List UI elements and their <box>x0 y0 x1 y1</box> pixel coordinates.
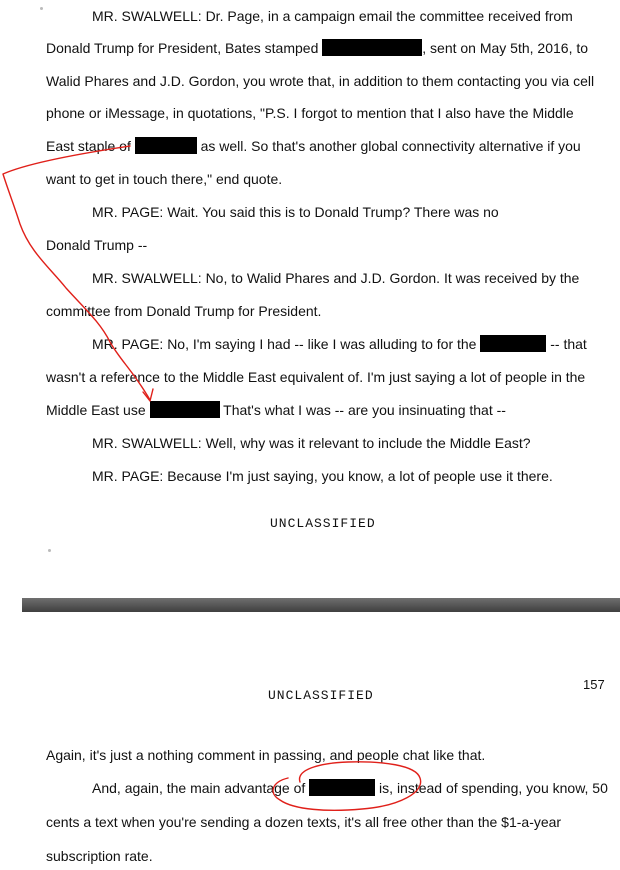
redaction-box <box>309 779 375 796</box>
page-separator <box>22 598 620 612</box>
transcript-line: MR. SWALWELL: Well, why was it relevant to include the Middle East? <box>92 435 531 451</box>
transcript-line: MR. PAGE: Wait. You said this is to Donald Trump? There was no <box>92 204 499 220</box>
transcript-line: East staple of as well. So that's another global connectivity alternative if you <box>46 138 581 154</box>
transcript-line: Again, it's just a nothing comment in passing, and people chat like that. <box>46 747 486 763</box>
redaction-box <box>150 401 220 418</box>
transcript-line: cents a text when you're sending a dozen texts, it's all free other than the $1-a-year <box>46 814 562 830</box>
redaction-box <box>480 335 546 352</box>
classification-marking: UNCLASSIFIED <box>270 516 376 531</box>
transcript-line: Donald Trump -- <box>46 237 148 253</box>
transcript-line: Donald Trump for President, Bates stamped , sent on May 5th, 2016, to <box>46 40 589 56</box>
transcript-line: committee from Donald Trump for President. <box>46 303 322 319</box>
scan-speck <box>48 549 51 552</box>
redaction-box <box>322 39 422 56</box>
transcript-line: MR. SWALWELL: No, to Walid Phares and J.D. Gordon. It was received by the <box>92 270 580 286</box>
transcript-line: And, again, the main advantage of is, instead of spending, you know, 50 <box>92 780 608 796</box>
transcript-line: MR. PAGE: Because I'm just saying, you know, a lot of people use it there. <box>92 468 553 484</box>
scan-speck <box>40 7 43 10</box>
transcript-line: subscription rate. <box>46 848 153 864</box>
transcript-page-bottom <box>0 612 620 870</box>
transcript-line: MR. SWALWELL: Dr. Page, in a campaign email the committee received from <box>92 8 573 24</box>
redaction-box <box>135 137 197 154</box>
transcript-line: MR. PAGE: No, I'm saying I had -- like I was alluding to for the -- that <box>92 336 587 352</box>
transcript-line: want to get in touch there," end quote. <box>46 171 283 187</box>
transcript-line: Walid Phares and J.D. Gordon, you wrote that, in addition to them contacting you via cell <box>46 73 595 89</box>
transcript-line: phone or iMessage, in quotations, "P.S. I forgot to mention that I also have the Middle <box>46 105 574 121</box>
transcript-line: Middle East use That's what I was -- are you insinuating that -- <box>46 402 506 418</box>
classification-marking: UNCLASSIFIED <box>268 688 374 703</box>
page-number: 157 <box>583 677 605 692</box>
transcript-line: wasn't a reference to the Middle East equivalent of. I'm just saying a lot of people in the <box>46 369 586 385</box>
